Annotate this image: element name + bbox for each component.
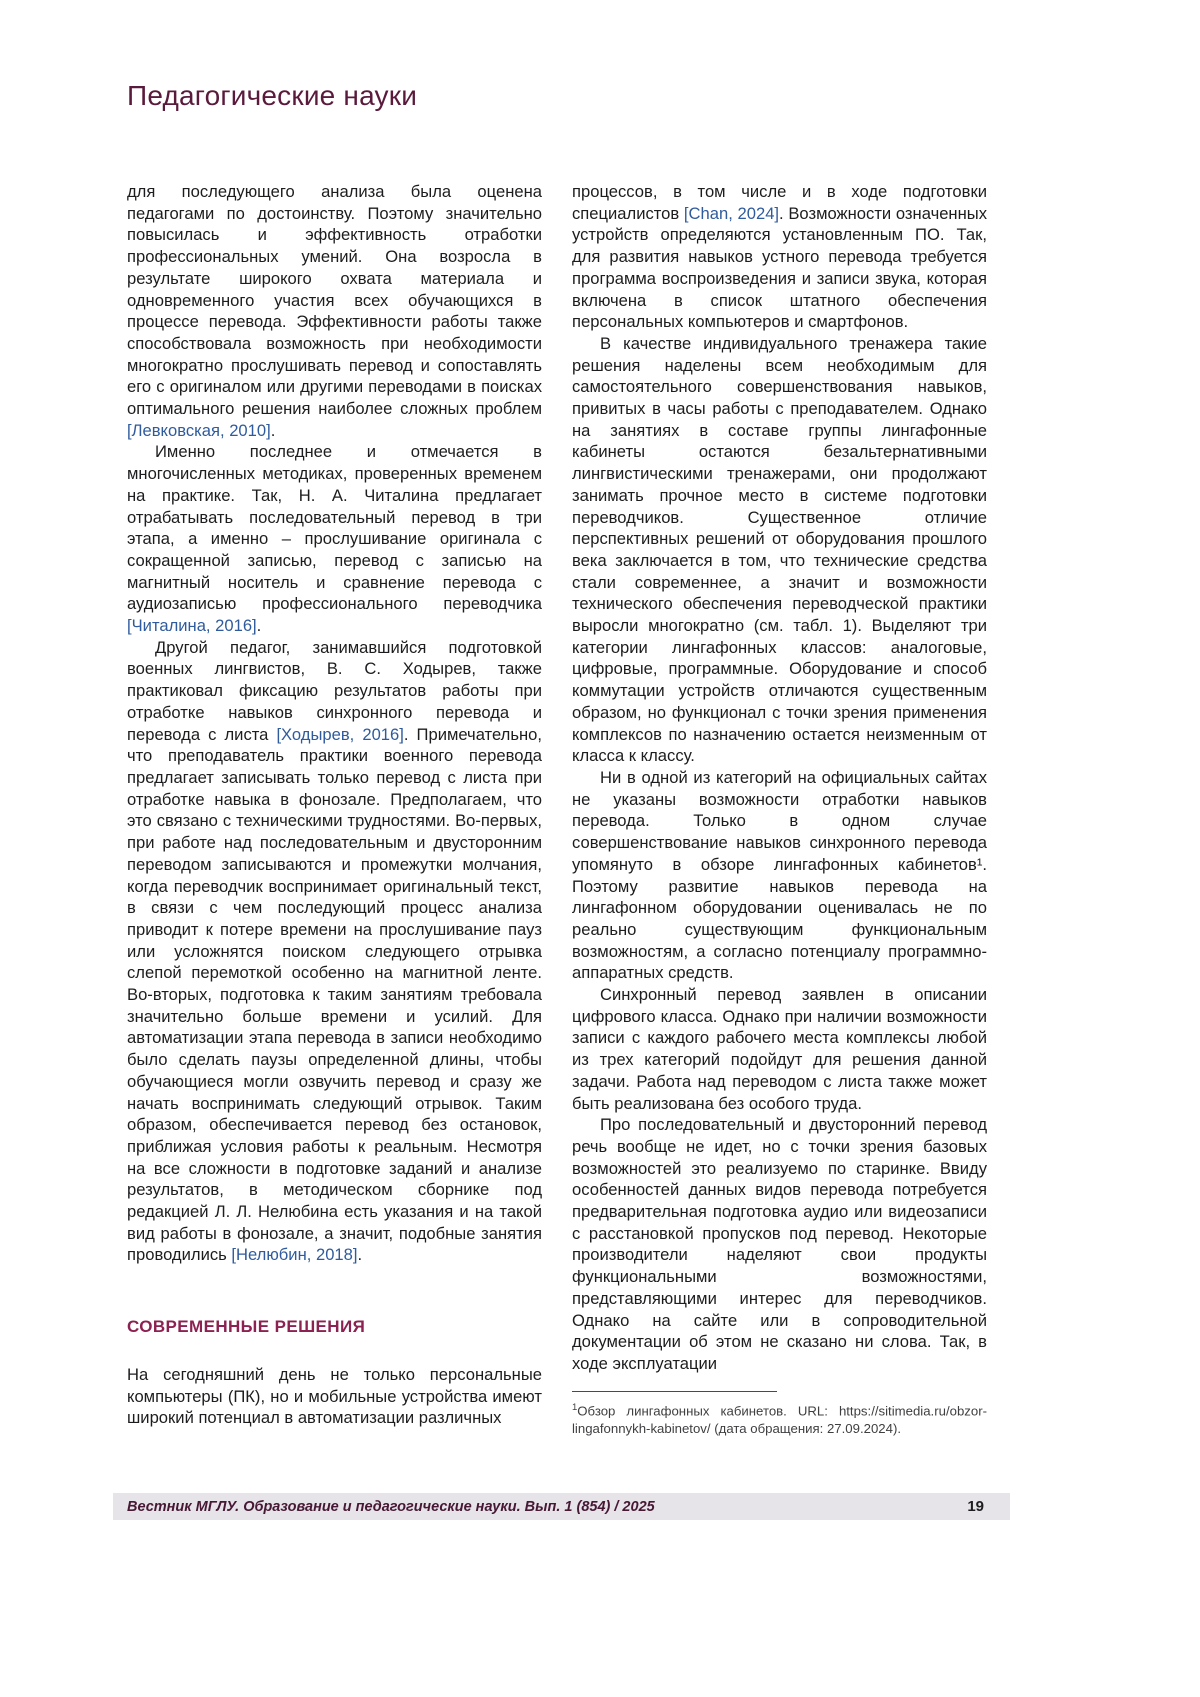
two-column-content [127,181,987,1437]
paragraph: Другой педагог, занимавшийся подготовкой военных лингвистов, В. С. Ходырев, также практиковал фиксацию результатов работы при отработке навыков синхронного перевода и перевода с листа [Ходырев, 2016]. Примечательно, что преподаватель практики военного перевода предлагает записывать только перевод с листа при отработке навыка в фонозале. Предполагаем, что это связано с техническими трудностями. Во-первых, при работе над последовательным и двусторонним переводом записываются и промежутки молчания, когда переводчик воспринимает оригинальный текст, в связи с чем последующий процесс анализа приводит к потере времени на прослушивание пауз или усложнятся поиском следующего отрывка слепой перемоткой особенно на магнитной ленте. Во-вторых, подготовка к таким занятиям требовала значительно больше времени и усилий. Для автоматизации этапа перевода в записи необходимо было сделать паузы определенной длины, чтобы обучающиеся могли озвучить перевод и сразу же начать воспринимать следующий отрывок. Таким образом, обеспечивается перевод без остановок, приближая условия работы к реальным. Несмотря на все сложности в подготовке заданий и анализе результатов, в методическом сборнике под редакцией Л. Л. Нелюбина есть указания и на такой вид работы в фонозале, а значит, подобные занятия проводились [Нелюбин, 2018]. [127,637,542,1265]
paragraph: На сегодняшний день не только персональные компьютеры (ПК), но и мобильные устройства имеют широкий потенциал в автоматизации различных [127,1364,542,1428]
left-column [127,181,542,1437]
citation-link[interactable]: [Chan, 2024] [683,203,780,223]
page-footer [113,1493,1010,1520]
paragraph: для последующего анализа была оценена педагогами по достоинству. Поэтому значительно повысилась и эффективность отработки профессиональных умений. Она возросла в результате широкого охвата материала и одновременного участия всех обучающихся в процессе перевода. Эффективности работы также способствовала возможность при необходимости многократно прослушивать перевод и сопоставлять его с оригиналом или другими переводами в поисках оптимального решения наиболее сложных проблем [Левковская, 2010]. [127,182,542,440]
page-number: 19 [967,1498,984,1515]
footnote-url-link[interactable]: https://sitimedia.ru/obzor-lingafonnykh-kabinetov/ [572,1403,987,1436]
citation-link[interactable]: [Левковская, 2010] [127,420,271,440]
footnote [572,1391,987,1437]
section-heading: СОВРЕМЕННЫЕ РЕШЕНИЯ [127,1317,366,1337]
footnote-marker: 1 [572,1401,578,1413]
footnote-text [572,1399,987,1437]
footnote-prefix: Обзор лингафонных кабинетов. URL: [577,1403,839,1419]
paragraph: В качестве индивидуального тренажера такие решения наделены всем необходимым для самостоятельного совершенствования навыков, привитых в часы работы с преподавателем. Однако на занятиях в составе группы лингафонные кабинеты остаются безальтернативными лингвистическими тренажерами, они продолжают занимать прочное место в системе подготовки переводчиков. Существенное отличие перспективных решений от оборудования прошлого века заключается в том, что технические средства стали современнее, а значит и возможности технического обеспечения переводческой практики выросли многократно (см. табл. 1). Выделяют три категории лингафонных классов: аналоговые, цифровые, программные. Оборудование и способ коммутации устройств отличаются существенным образом, но функционал с точки зрения применения комплексов по назначению остается неизменным от класса к классу. [572,333,987,766]
footnote-suffix: (дата обращения: 27.09.2024). [710,1420,902,1436]
citation-link[interactable]: [Ходырев, 2016] [276,724,404,744]
paragraph: Синхронный перевод заявлен в описании цифрового класса. Однако при наличии возможности записи с каждого рабочего места комплексы любой из трех категорий подойдут для решения данной задачи. Работа над переводом с листа также может быть реализована без особого труда. [572,985,987,1113]
paragraph: Про последовательный и двусторонний перевод речь вообще не идет, но с точки зрения базовых возможностей это реализуемо по старинке. Ввиду особенностей данных видов перевода потребуется предварительная подготовка аудио или видеозаписи с расстановкой пропусков под перевод. Некоторые производители наделяют свои продукты функциональными возможностями, представляющими интерес для переводчиков. Однако на сайте или в сопроводительной документации об этом не сказано ни слова. Так, в ходе эксплуатации [572,1115,987,1373]
paragraph: Именно последнее и отмечается в многочисленных методиках, проверенных временем на практике. Так, Н. А. Читалина предлагает отрабатывать последовательный перевод в три этапа, а именно – прослушивание оригинала с сокращенной записью, перевод с записью на магнитный носитель и сравнение перевода с аудиозаписью профессионального переводчика [Читалина, 2016]. [127,442,542,636]
paragraph: процессов, в том числе и в ходе подготовки специалистов [Chan, 2024]. Возможности означенных устройств определяются установленным ПО. Так, для развития навыков устного перевода требуется программа воспроизведения и записи звука, которая включена в список штатного обеспечения персональных компьютеров и смартфонов. [572,182,987,332]
footnote-divider [572,1391,777,1392]
citation-link[interactable]: [Читалина, 2016] [127,616,257,636]
journal-citation: Вестник МГЛУ. Образование и педагогические науки. Вып. 1 (854) / 2025 [127,1498,655,1515]
page-title: Педагогические науки [127,80,418,111]
citation-link[interactable]: [Нелюбин, 2018] [231,1245,358,1265]
right-column [572,181,987,1437]
paragraph: Ни в одной из категорий на официальных сайтах не указаны возможности отработки навыков перевода. Только в одном случае совершенствование навыков синхронного перевода упомянуто в обзоре лингафонных кабинетов¹. Поэтому развитие навыков перевода на лингафонном оборудовании оценивалась не по реально существующим функциональным возможностям, а согласно потенциалу программно-аппаратных средств. [572,767,987,983]
